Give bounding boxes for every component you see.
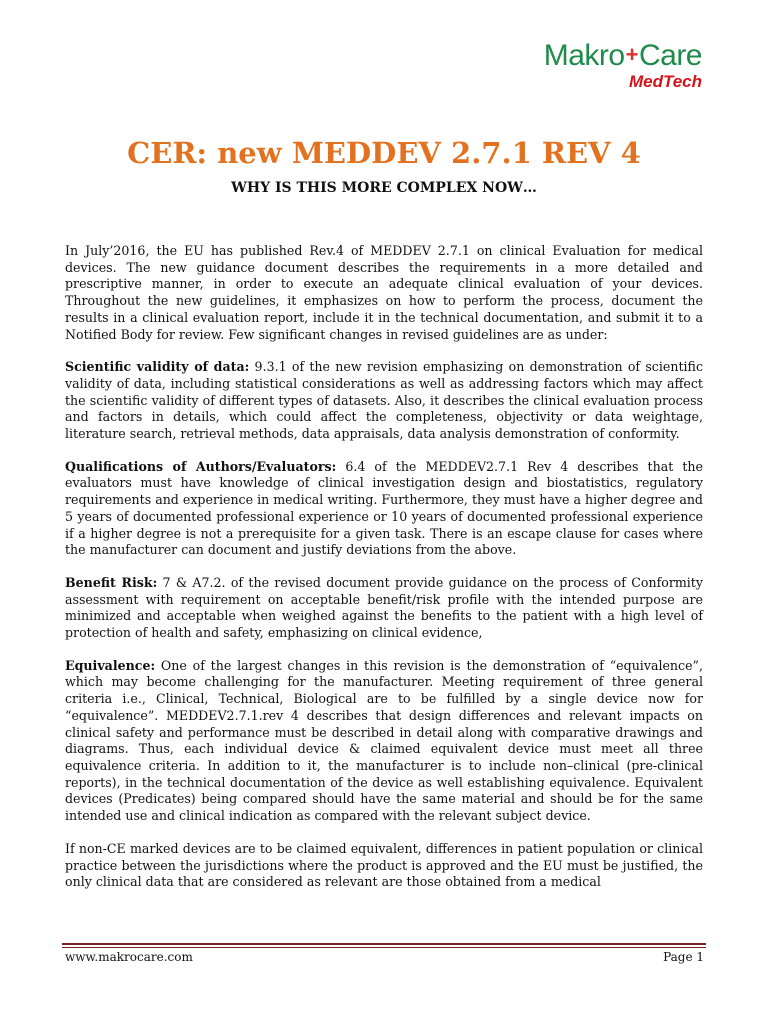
logo-part-care: Care (638, 39, 702, 72)
company-logo (544, 40, 702, 91)
paragraph-benefit-risk: Benefit Risk: 7 & A7.2. of the revised document provide guidance on the process of Conformity assessment with requirement on acceptable benefit/risk profile with the intended purpose are minimized and acceptable when weighed against the benefits to the patient with a high level of protection of health and safety, emphasizing on clinical evidence, (65, 574, 703, 641)
page-title: CER: new MEDDEV 2.7.1 REV 4 (127, 136, 641, 170)
footer-page-number: Page 1 (663, 950, 704, 964)
logo-part-makro: Makro (543, 39, 625, 72)
footer-rule (62, 943, 706, 945)
logo-wordmark (544, 40, 702, 71)
paragraph-heading: Equivalence: (65, 657, 156, 673)
body-content (65, 243, 703, 907)
logo-plus-icon: + (625, 42, 638, 67)
paragraph-non-ce: If non-CE marked devices are to be claimed equivalent, differences in patient population or clinical practice between the jurisdictions where the product is approved and the EU must be justified, the only clinical data that are considered as relevant are those obtained from a medical (65, 840, 703, 890)
footer-rule-thin (62, 947, 706, 948)
paragraph-qualifications: Qualifications of Authors/Evaluators: 6.4 of the MEDDEV2.7.1 Rev 4 describes that the evaluators must have knowledge of clinical investigation design and biostatistics, regulatory requirements and experience in medical writing. Furthermore, they must have a higher degree and 5 years of documented professional experience or 10 years of documented professional experience if a higher degree is not a prerequisite for a given task. There is an escape clause for cases where the manufacturer can document and justify deviations from the above. (65, 458, 703, 558)
footer-website-link[interactable]: www.makrocare.com (65, 950, 193, 964)
paragraph-heading: Benefit Risk: (65, 574, 158, 590)
paragraph-heading: Scientific validity of data: (65, 359, 250, 375)
paragraph-equivalence: Equivalence: One of the largest changes in this revision is the demonstration of “equivalence”, which may become challenging for the manufacturer. Meeting requirement of three general criteria i.e., Clinical, Technical, Biological are to be fulfilled by a single device now for “equivalence”. MEDDEV2.7.1.rev 4 describes that design differences and relevant impacts on clinical safety and performance must be described in detail along with comparative drawings and diagrams. Thus, each individual device & claimed equivalent device must meet all three equivalence criteria. In addition to it, the manufacturer is to include non–clinical (pre-clinical reports), in the technical documentation of the device as well establishing equivalence. Equivalent devices (Predicates) being compared should have the same material and should be for the same intended use and clinical indication as compared with the relevant subject device. (65, 657, 703, 824)
logo-subtitle: MedTech (628, 72, 702, 91)
paragraph-heading: Qualifications of Authors/Evaluators: (65, 458, 337, 474)
page-subtitle: WHY IS THIS MORE COMPLEX NOW… (231, 180, 537, 196)
paragraph-intro: In July’2016, the EU has published Rev.4 of MEDDEV 2.7.1 on clinical Evaluation for medical devices. The new guidance document describes the requirements in a more detailed and prescriptive manner, in order to execute an adequate clinical evaluation of your devices. Throughout the new guidelines, it emphasizes on how to perform the process, document the results in a clinical evaluation report, include it in the technical documentation, and submit it to a Notified Body for review. Few significant changes in revised guidelines are as under: (65, 243, 703, 342)
paragraph-scientific-validity: Scientific validity of data: 9.3.1 of the new revision emphasizing on demonstration of scientific validity of data, including statistical considerations as well as addressing factors which may affect the scientific validity of different types of datasets. Also, it describes the clinical evaluation process and factors in details, which could affect the completeness, objectivity or data weightage, literature search, retrieval methods, data appraisals, data analysis demonstration of conformity. (65, 359, 703, 442)
